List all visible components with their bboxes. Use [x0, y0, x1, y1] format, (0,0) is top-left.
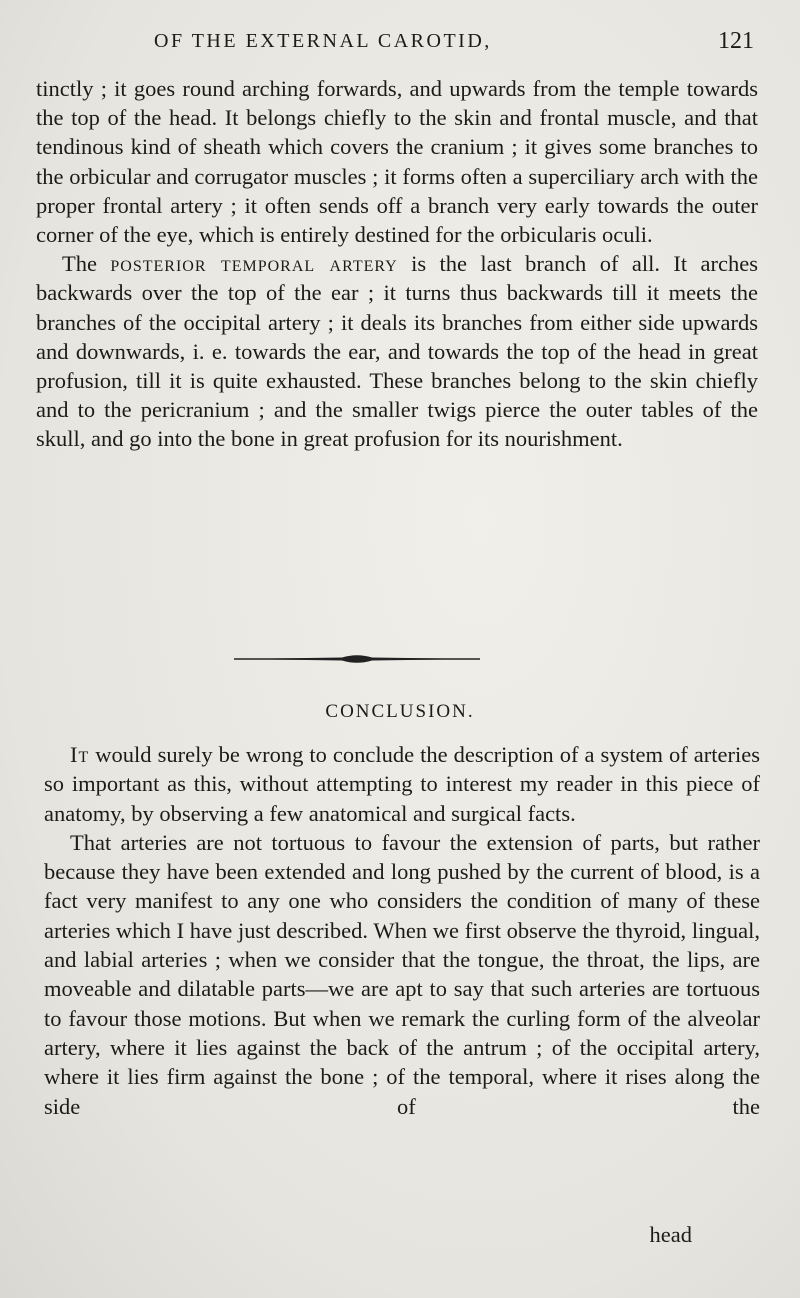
catchword: head	[649, 1222, 692, 1247]
text-block-conclusion	[44, 740, 760, 1121]
page-header	[36, 28, 756, 64]
paragraph-rest: would surely be wrong to conclude the description of a system of arteries so important as this, without attempting to interest my reader in this piece of anatomy, by observing a few anatomical and surgical facts.	[44, 742, 760, 826]
paragraph-posterior-temporal	[36, 249, 758, 453]
paragraph-lead: The	[62, 251, 111, 277]
artery-term: posterior temporal artery	[110, 251, 398, 277]
paragraph-frontal-branch: tinctly ; it goes round arching forwards, and upwards from the temple towards the top of the head. It belongs chiefly to the skin and frontal muscle, and that tendinous kind of sheath which covers the cranium ; it gives some branches to the orbicular and corrugator muscles ; it forms often a superciliary arch with the proper frontal artery ; it often sends off a branch very early towards the outer corner of the eye, which is entirely destined for the orbicularis oculi.	[36, 76, 758, 248]
page-number: 121	[718, 28, 754, 54]
text-block-top	[36, 74, 758, 454]
running-head: OF THE EXTERNAL CAROTID,	[154, 30, 492, 52]
section-title: CONCLUSION.	[325, 701, 475, 722]
paragraph-tortuous-arteries: That arteries are not tortuous to favour the extension of parts, but rather because they have been extended and long pushed by the current of blood, is a fact very manifest to any one who considers the condition of many of these arteries which I have just described. When we first observe the thyroid, lingual, and labial arteries ; when we consider that the tongue, the throat, the lips, are moveable and dilatable parts—we are apt to say that such arteries are tortuous to favour those motions. But when we remark the curling form of the alveolar artery, where it lies against the back of the antrum ; of the occipital artery, where it lies firm against the bone ; of the temporal, where it rises along the side of the	[44, 829, 760, 1119]
initial-word: It	[70, 742, 90, 767]
paragraph-conclusion-intro	[44, 740, 760, 828]
ornamental-rule	[232, 650, 482, 668]
paragraph-rest: is the last branch of all. It arches backwards over the top of the ear ; it turns thus backwards till it meets the branches of the occipital artery ; it deals its branches from either side upwards and downwards, i. e. towards the ear, and towards the top of the head in great profusion, till it is quite exhausted. These branches belong to the skin chiefly and to the pericranium ; and the smaller twigs pierce the outer tables of the skull, and go into the bone in great profusion for its nourishment.	[36, 251, 758, 452]
